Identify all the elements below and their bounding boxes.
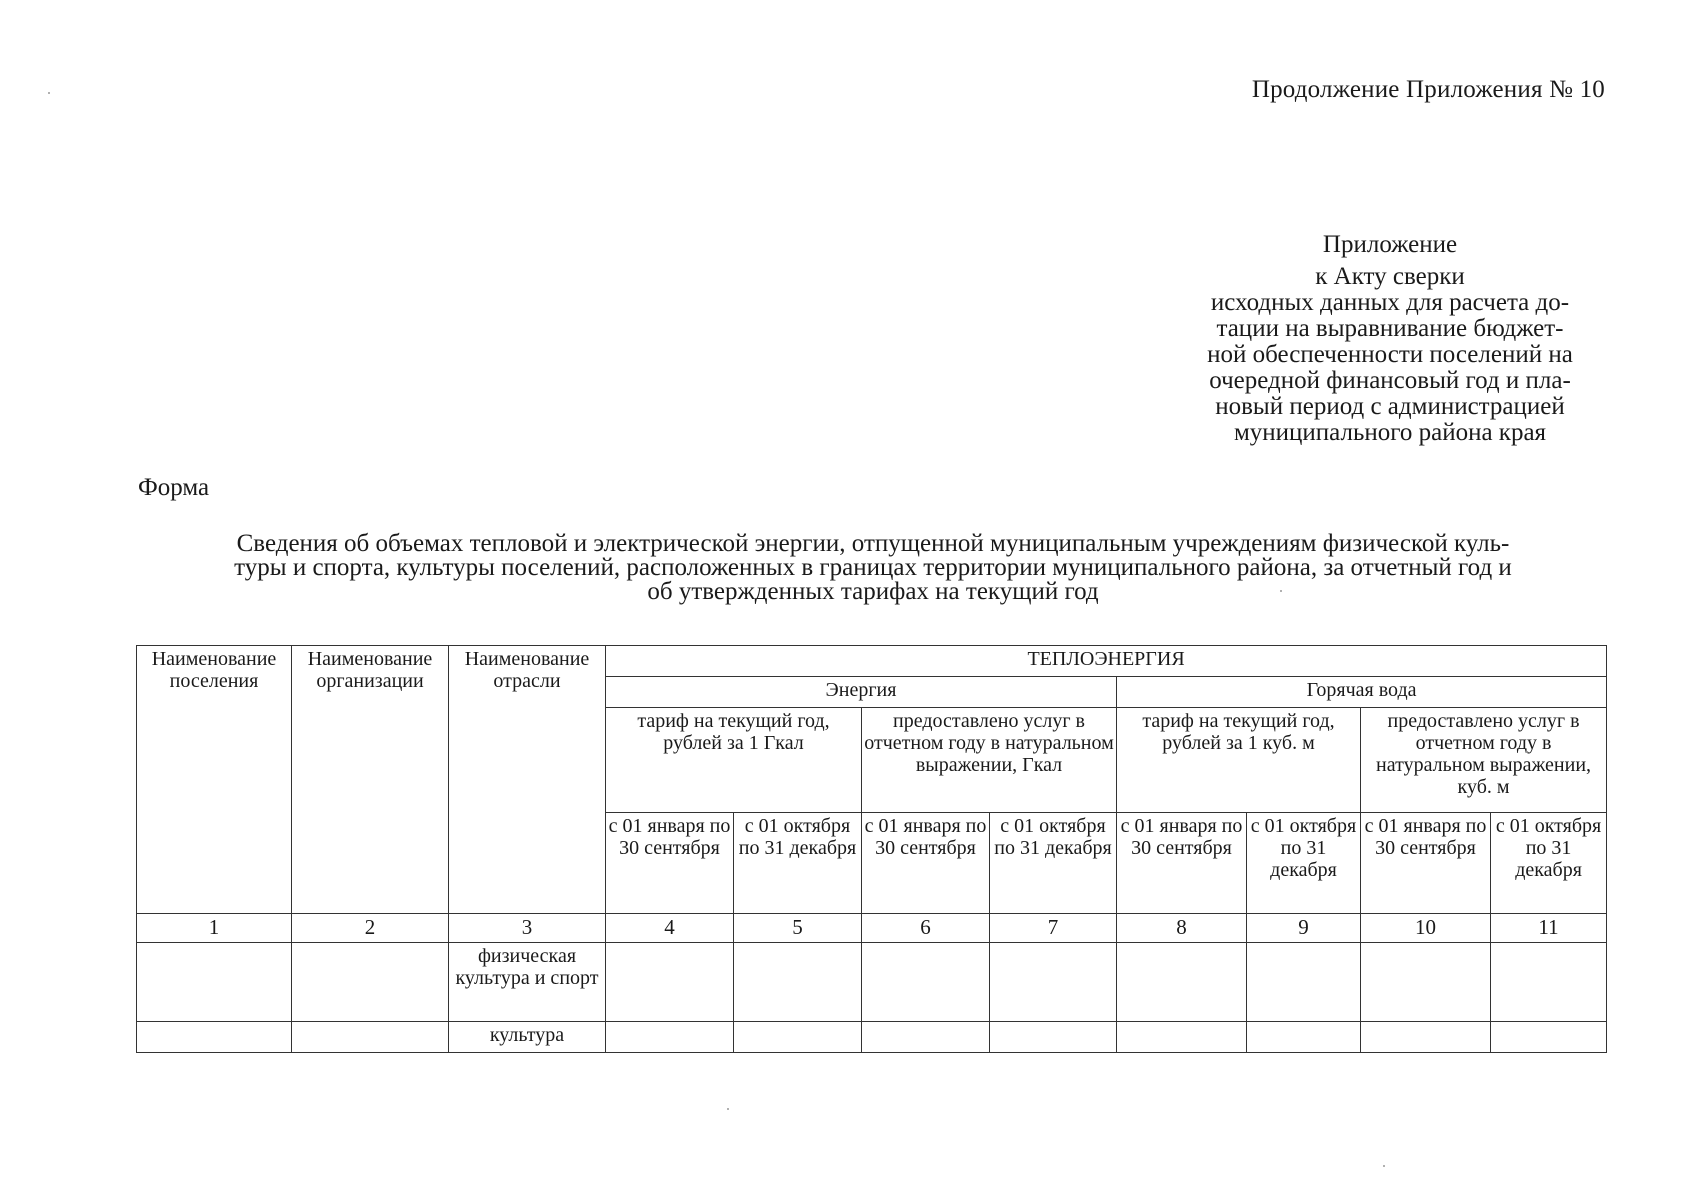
- column-number: 5: [734, 914, 862, 943]
- header-period-oct-dec: с 01 октября по 31 декабря: [734, 813, 862, 914]
- scan-speck: [727, 1108, 729, 1110]
- cell-industry: культура: [449, 1022, 606, 1053]
- title-line: об утвержденных тарифах на текущий год: [647, 578, 1099, 605]
- appendix-line: ной обеспеченности поселений на: [1207, 341, 1573, 368]
- table-row: [137, 943, 1607, 1022]
- appendix-title: Приложение: [1322, 231, 1458, 258]
- header-hot-water: Горячая вода: [1117, 677, 1607, 708]
- column-number: 3: [449, 914, 606, 943]
- header-period-jan-sep: с 01 января по 30 сентября: [1361, 813, 1491, 914]
- cell-value: [1361, 1022, 1491, 1053]
- cell-industry: физическая культура и спорт: [449, 943, 606, 1022]
- appendix-line: исходных данных для расчета до-: [1210, 289, 1570, 316]
- cell-value: [606, 1022, 734, 1053]
- appendix-block: [1150, 232, 1630, 446]
- scan-speck: [1383, 1165, 1385, 1167]
- cell-value: [1361, 943, 1491, 1022]
- column-number: 4: [606, 914, 734, 943]
- cell-settlement: [137, 1022, 292, 1053]
- table-row: [137, 1022, 1607, 1053]
- cell-value: [1117, 1022, 1247, 1053]
- header-organization: Наименование организации: [292, 646, 449, 914]
- header-settlement: Наименование поселения: [137, 646, 292, 914]
- header-energy-tariff: тариф на текущий год, рублей за 1 Гкал: [606, 708, 862, 813]
- column-number: 9: [1247, 914, 1361, 943]
- cell-value: [734, 1022, 862, 1053]
- header-period-jan-sep: с 01 января по 30 сентября: [606, 813, 734, 914]
- cell-value: [1117, 943, 1247, 1022]
- appendix-line: к Акту сверки: [1315, 263, 1465, 290]
- header-period-jan-sep: с 01 января по 30 сентября: [862, 813, 990, 914]
- appendix-line: муниципального района края: [1233, 419, 1547, 446]
- scan-speck: [1280, 590, 1282, 592]
- column-number: 10: [1361, 914, 1491, 943]
- column-number: 1: [137, 914, 292, 943]
- scan-speck: [48, 92, 50, 94]
- cell-value: [1247, 1022, 1361, 1053]
- header-industry: Наименование отрасли: [449, 646, 606, 914]
- column-number: 6: [862, 914, 990, 943]
- header-period-jan-sep: с 01 января по 30 сентября: [1117, 813, 1247, 914]
- column-number: 11: [1491, 914, 1607, 943]
- title-line: туры и спорта, культуры поселений, расположенных в границах территории муниципального района, за отчетный год и: [234, 554, 1512, 581]
- appendix-line: новый период с администрацией: [1215, 393, 1565, 420]
- cell-value: [990, 1022, 1117, 1053]
- continuation-note: Продолжение Приложения № 10: [1251, 76, 1605, 103]
- cell-settlement: [137, 943, 292, 1022]
- header-energy: Энергия: [606, 677, 1117, 708]
- header-period-oct-dec: с 01 октября по 31 декабря: [1247, 813, 1361, 914]
- header-water-tariff: тариф на текущий год, рублей за 1 куб. м: [1117, 708, 1361, 813]
- appendix-line: очередной финансовый год и пла-: [1209, 367, 1571, 394]
- document-title: [138, 532, 1608, 604]
- appendix-line: тации на выравнивание бюджет-: [1216, 315, 1564, 342]
- header-water-provided: предоставлено услуг в отчетном году в натуральном выражении, куб. м: [1361, 708, 1607, 813]
- cell-organization: [292, 1022, 449, 1053]
- header-period-oct-dec: с 01 октября по 31 декабря: [990, 813, 1117, 914]
- cell-value: [1491, 943, 1607, 1022]
- cell-value: [862, 943, 990, 1022]
- header-period-oct-dec: с 01 октября по 31 декабря: [1491, 813, 1607, 914]
- cell-value: [990, 943, 1117, 1022]
- cell-value: [1491, 1022, 1607, 1053]
- cell-organization: [292, 943, 449, 1022]
- form-label: Форма: [138, 474, 210, 501]
- cell-value: [1247, 943, 1361, 1022]
- cell-value: [862, 1022, 990, 1053]
- column-number: 8: [1117, 914, 1247, 943]
- header-heat-energy: ТЕПЛОЭНЕРГИЯ: [606, 646, 1607, 677]
- title-line: Сведения об объемах тепловой и электрической энергии, отпущенной муниципальным учреждениям физической куль-: [236, 530, 1510, 557]
- heat-energy-table: [136, 645, 1607, 1053]
- column-number: 2: [292, 914, 449, 943]
- cell-value: [606, 943, 734, 1022]
- column-number-row: [137, 914, 1607, 943]
- cell-value: [734, 943, 862, 1022]
- header-energy-provided: предоставлено услуг в отчетном году в натуральном выражении, Гкал: [862, 708, 1117, 813]
- column-number: 7: [990, 914, 1117, 943]
